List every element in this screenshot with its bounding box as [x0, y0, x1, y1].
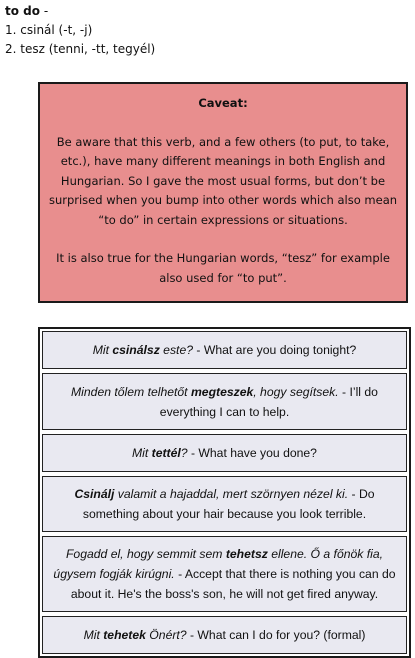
hungarian-text: Mit	[83, 628, 104, 642]
caveat-title: Caveat:	[198, 96, 248, 110]
example-text	[47, 382, 402, 422]
hungarian-text	[226, 547, 268, 561]
hungarian-keyword: tehetek	[103, 628, 146, 642]
example-text	[132, 443, 317, 463]
hungarian-keyword: tehetsz	[225, 547, 268, 561]
caveat-paragraph-1: Be aware that this verb, and a few others (to put, to take, etc.), have many different meanings in both English and Hungarian. So I gave the most usual forms, but don’t be surprised when you bump into other words which also mean “to do” in certain expressions or situations.	[48, 134, 398, 227]
example-row	[42, 331, 407, 369]
form-line-1: 1. csinál (-t, -j)	[5, 23, 93, 37]
english-translation: - I’ll do everything I can to help.	[159, 384, 378, 419]
hungarian-text: este?	[159, 343, 193, 357]
hungarian-text	[191, 385, 253, 399]
english-translation: - What are you doing tonight?	[193, 343, 357, 357]
english-translation: - What can I do for you? (formal)	[186, 628, 366, 642]
example-text	[47, 544, 402, 604]
example-text	[84, 625, 366, 645]
entry-title-suffix: -	[40, 4, 49, 18]
hungarian-text: ?	[180, 446, 188, 460]
hungarian-text: Fogadd el, hogy semmit sem	[65, 547, 226, 561]
english-translation: - Accept that there is nothing you can do about it. He's the boss's son, he will not get fired anyway.	[70, 567, 396, 601]
example-text	[93, 340, 357, 360]
hungarian-text: Minden tőlem telhetőt	[71, 384, 191, 399]
form-line-2: 2. tesz (tenni, -tt, tegyél)	[5, 42, 156, 56]
hungarian-text: Mit	[132, 446, 152, 460]
hungarian-keyword: Csinálj	[74, 487, 115, 501]
hungarian-text	[112, 343, 159, 357]
hungarian-text	[152, 446, 181, 460]
hungarian-text	[74, 487, 114, 501]
example-text	[47, 484, 402, 524]
hungarian-keyword: tettél	[151, 446, 181, 460]
hungarian-text: ellene. Ő a főnök fia, úgysem fogják kirúgni.	[53, 547, 384, 581]
english-translation: - Do something about your hair because you look terrible.	[82, 487, 375, 521]
example-row	[42, 536, 407, 612]
hungarian-keyword: csinálsz	[112, 343, 160, 357]
hungarian-text: valamit a hajaddal, mert szörnyen nézel ki.	[114, 487, 349, 501]
hungarian-text	[103, 628, 146, 642]
entry-header	[5, 2, 155, 59]
hungarian-text: , hogy segítsek.	[253, 384, 339, 399]
caveat-paragraph-2: It is also true for the Hungarian words, “tesz” for example also used for “to put”.	[56, 251, 390, 285]
example-row	[42, 616, 407, 654]
examples-table	[38, 327, 411, 658]
caveat-box	[38, 82, 408, 303]
entry-word: to do	[5, 4, 40, 18]
hungarian-text: Mit	[92, 343, 113, 357]
entry-title	[5, 2, 155, 21]
example-row	[42, 434, 407, 472]
example-row	[42, 373, 407, 430]
english-translation: - What have you done?	[187, 446, 317, 460]
hungarian-keyword: megteszek	[190, 384, 254, 399]
hungarian-text: Önért?	[145, 628, 187, 642]
example-row	[42, 476, 407, 532]
